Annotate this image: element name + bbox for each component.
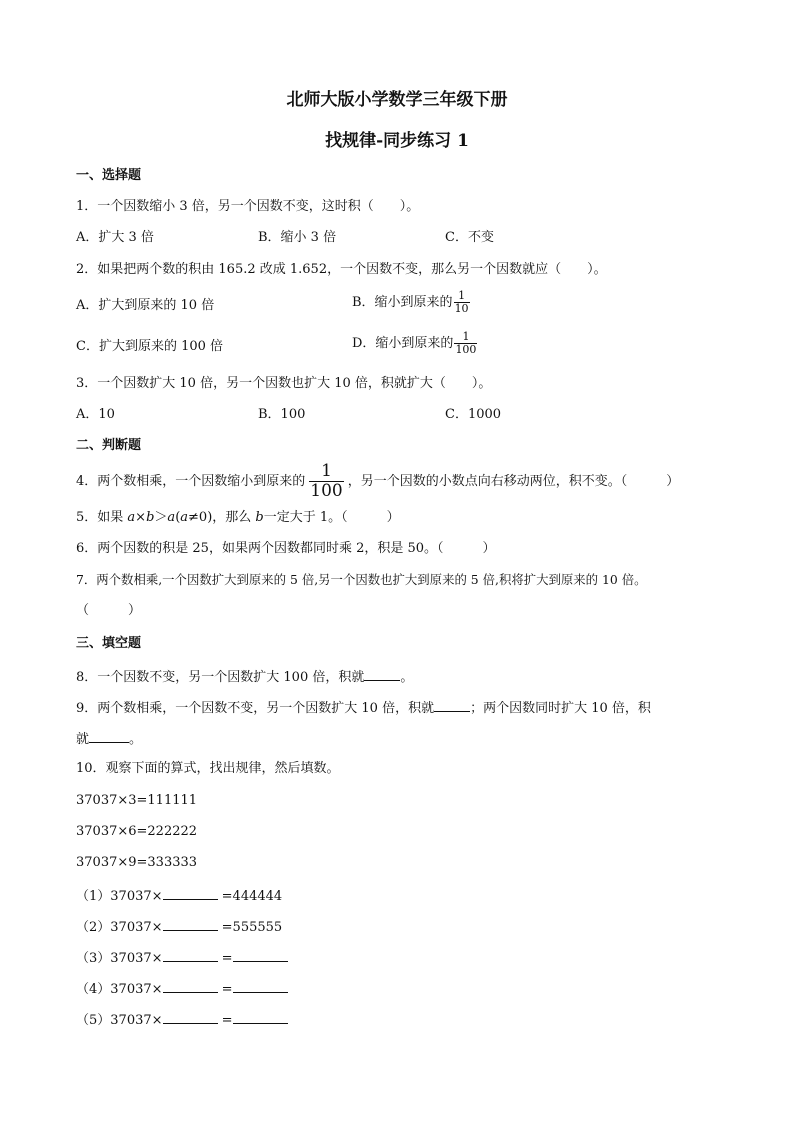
q9-text: 9．两个数相乘，一个因数不变，另一个因数扩大 10 倍，积就 (76, 701, 435, 716)
question-3: 3．一个因数扩大 10 倍，另一个因数也扩大 10 倍，积就扩大（ ）。 (76, 376, 492, 391)
q2-option-d (352, 331, 477, 356)
q2-option-c: C．扩大到原来的 100 倍 (76, 339, 224, 354)
q4-text-before: 4．两个数相乘，一个因数缩小到原来的 (76, 474, 306, 489)
variable: a (167, 510, 176, 525)
q10-item-result: = (217, 982, 233, 997)
page-subtitle: 找规律-同步练习 1 (325, 131, 469, 151)
answer-blank[interactable] (364, 667, 400, 681)
fraction-denominator: 10 (454, 302, 469, 315)
answer-blank[interactable] (163, 948, 218, 962)
equation-3: 37037×9=333333 (76, 855, 198, 870)
question-7: 7．两个数相乘,一个因数扩大到原来的 5 倍,另一个因数也扩大到原来的 5 倍,积将扩大到原来的 10 倍。 (76, 572, 647, 587)
fraction-denominator: 100 (310, 481, 343, 501)
answer-blank[interactable] (89, 729, 129, 743)
q2-option-d-label: D．缩小到原来的 (352, 336, 454, 351)
fraction-numerator: 1 (462, 330, 470, 343)
q1-option-b: B．缩小 3 倍 (258, 230, 337, 245)
answer-blank[interactable] (163, 917, 218, 931)
q10-item-result: =444444 (217, 889, 283, 904)
q3-option-c: C．1000 (445, 407, 502, 422)
q5-text: 一定大于 1。（ ） (263, 510, 400, 525)
q10-item-label: （1）37037× (76, 889, 163, 904)
q5-text: × (135, 510, 147, 525)
variable: b (255, 510, 264, 525)
section-heading-fill: 三、填空题 (76, 636, 142, 651)
variable: a (180, 510, 189, 525)
fraction-numerator: 1 (321, 461, 332, 481)
question-8 (76, 667, 413, 686)
q10-item-2 (76, 917, 282, 936)
question-4 (76, 462, 679, 501)
q5-text: 5．如果 (76, 510, 128, 525)
fraction-numerator: 1 (458, 289, 466, 302)
q9-text: 就 (76, 732, 90, 747)
q10-item-4 (76, 979, 288, 998)
q10-item-result: =555555 (217, 920, 283, 935)
answer-blank[interactable] (233, 1010, 288, 1024)
question-5 (76, 510, 400, 526)
q8-text: 。 (400, 670, 414, 685)
q10-item-5 (76, 1010, 288, 1029)
q1-option-a: A．扩大 3 倍 (76, 230, 154, 245)
q10-item-1 (76, 886, 282, 905)
variable: a (127, 510, 136, 525)
answer-blank[interactable] (163, 886, 218, 900)
question-9 (76, 698, 651, 717)
answer-blank[interactable] (434, 698, 470, 712)
answer-blank[interactable] (233, 948, 288, 962)
q8-text: 8．一个因数不变，另一个因数扩大 100 倍，积就 (76, 670, 365, 685)
question-6: 6．两个因数的积是 25，如果两个因数都同时乘 2，积是 50。（ ） (76, 541, 496, 556)
fraction (309, 462, 343, 501)
section-heading-judge: 二、判断题 (76, 438, 142, 453)
answer-blank[interactable] (233, 979, 288, 993)
q10-item-label: （3）37037× (76, 951, 163, 966)
q5-text: ( (175, 510, 181, 525)
variable: b (146, 510, 155, 525)
q1-option-c: C．不变 (445, 230, 494, 245)
q9-text: 。 (129, 732, 143, 747)
section-heading-choice: 一、选择题 (76, 168, 142, 183)
answer-blank[interactable] (163, 979, 218, 993)
q5-text: ≠0)，那么 (188, 510, 256, 525)
fraction (454, 331, 477, 356)
q10-item-result: = (217, 951, 233, 966)
q10-item-label: （2）37037× (76, 920, 163, 935)
question-2: 2．如果把两个数的积由 165.2 改成 1.652，一个因数不变，那么另一个因数就应（ ）。 (76, 262, 607, 277)
q2-option-b-label: B．缩小到原来的 (352, 295, 453, 310)
page-title: 北师大版小学数学三年级下册 (286, 90, 508, 110)
question-9-line2 (76, 729, 142, 748)
q10-item-label: （5）37037× (76, 1013, 163, 1028)
q4-text-after: ，另一个因数的小数点向右移动两位，积不变。（ ） (347, 474, 680, 489)
equation-1: 37037×3=111111 (76, 793, 198, 808)
q9-text: ；两个因数同时扩大 10 倍，积 (470, 701, 651, 716)
equation-2: 37037×6=222222 (76, 824, 198, 839)
q2-option-b (352, 290, 470, 315)
fraction-denominator: 100 (455, 343, 477, 356)
fraction (454, 290, 470, 315)
q2-option-a: A．扩大到原来的 10 倍 (76, 298, 215, 313)
q3-option-a: A．10 (76, 407, 115, 422)
q3-option-b: B．100 (258, 407, 306, 422)
question-1: 1．一个因数缩小 3 倍，另一个因数不变，这时积（ ）。 (76, 199, 420, 214)
question-10: 10．观察下面的算式，找出规律，然后填数。 (76, 761, 340, 776)
q10-item-label: （4）37037× (76, 982, 163, 997)
q10-item-result: = (217, 1013, 233, 1028)
answer-blank[interactable] (163, 1010, 218, 1024)
q10-item-3 (76, 948, 288, 967)
q5-text: ＞ (154, 510, 168, 525)
question-7-paren: （ ） (76, 603, 142, 618)
